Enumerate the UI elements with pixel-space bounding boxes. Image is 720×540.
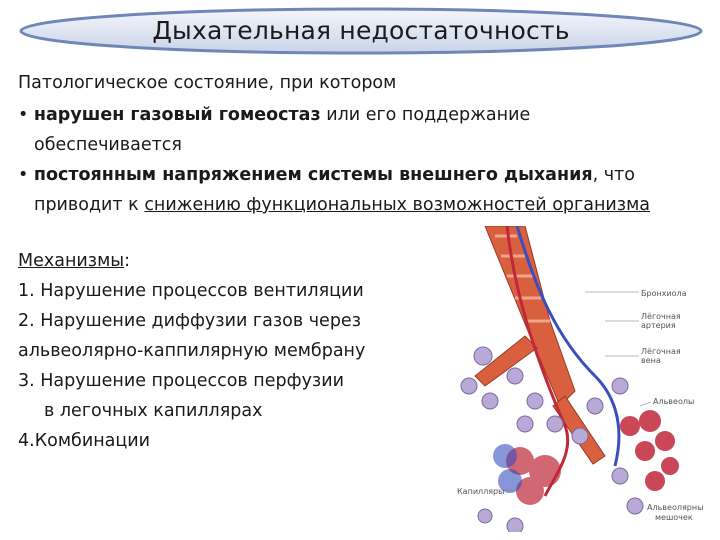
label-pulm-artery-2: артерия [641,321,676,330]
mechanism-item: в легочных капиллярах [44,401,263,421]
bullet-marker: • [18,105,29,125]
title-banner [18,6,704,56]
bullet-marker: • [18,165,29,185]
mechanisms-heading-colon: : [124,251,130,271]
mechanisms-section [18,246,365,456]
mechanism-item: 4.Комбинации [18,431,151,451]
mechanisms-heading: Механизмы [18,251,125,271]
bullet-1-rest: или его поддержание [320,105,531,125]
definition-bullet-2 [18,160,635,190]
label-sac-2: мешочек [655,513,693,522]
bullet-2-continuation [34,190,650,220]
label-pulm-vein-1: Лёгочная [641,347,681,356]
bullet-2-underlined: снижению функциональных возможностей организма [144,195,651,215]
mechanism-item: 3. Нарушение процессов перфузии [18,371,344,391]
bullet-1-continuation: обеспечивается [34,135,182,155]
mechanism-item: альвеолярно-каппилярную мембрану [18,341,366,361]
definition-bullet-1 [18,100,530,130]
bullet-2-rest: , что [592,165,635,185]
lung-anatomy-drawing [455,226,703,532]
lung-anatomy-illustration [455,226,703,532]
label-pulm-artery-1: Лёгочная [641,312,681,321]
mechanisms-heading-row [18,246,365,276]
definition-intro: Патологическое состояние, при котором [18,73,397,93]
label-alveoli: Альвеолы [653,397,695,406]
label-pulm-vein-2: вена [641,356,661,365]
label-sac-1: Альвеолярный [647,503,703,512]
label-bronchiole: Бронхиола [641,289,687,298]
bullet-2-bold: постоянным напряжением системы внешнего дыхания [33,165,593,185]
mechanism-item: 2. Нарушение диффузии газов через [18,311,361,331]
page-title: Дыхательная недостаточность [152,16,570,45]
bullet-1-bold: нарушен газовый гомеостаз [33,105,321,125]
mechanism-item: 1. Нарушение процессов вентиляции [18,281,364,301]
label-capillary: Капилляры [457,487,505,496]
bullet-2-cont-pre: приводит к [34,195,145,215]
